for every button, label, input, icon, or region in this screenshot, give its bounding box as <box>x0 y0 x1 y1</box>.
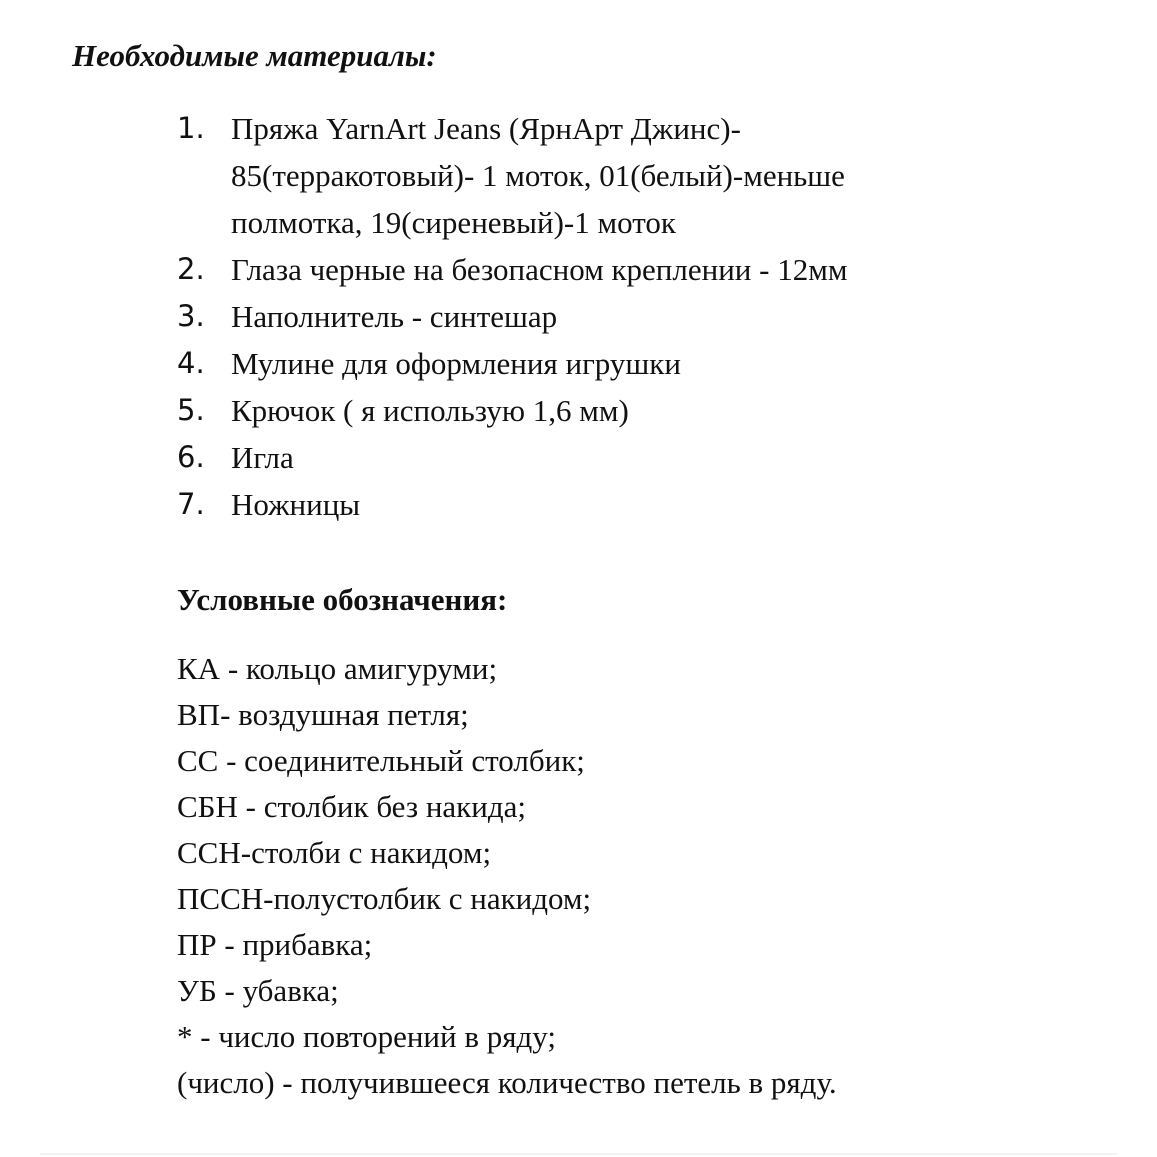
item-text: Пряжа YarnArt Jeans (ЯрнАрт Джинс)- 85(терракотовый)- 1 моток, 01(белый)-меньше полмотка, 19(сиреневый)-1 моток <box>231 111 845 240</box>
legend-item: ПССН-полустолбик с накидом; <box>177 881 592 916</box>
materials-item <box>177 481 977 528</box>
legend-list <box>177 646 837 1106</box>
item-number: 6. <box>177 440 205 474</box>
legend-item: (число) - получившееся количество петель в ряду. <box>177 1065 837 1100</box>
item-text: Игла <box>231 440 294 475</box>
legend-item: КА - кольцо амигуруми; <box>177 651 498 686</box>
legend-item: СБН - столбик без накида; <box>177 789 526 824</box>
legend-item: ПР - прибавка; <box>177 927 373 962</box>
legend-item: * - число повторений в ряду; <box>177 1019 556 1054</box>
legend-heading: Условные обозначения: <box>177 582 508 617</box>
item-number: 1. <box>177 111 205 145</box>
item-text: Глаза черные на безопасном креплении - 12мм <box>231 252 848 287</box>
item-text: Мулине для оформления игрушки <box>231 346 681 381</box>
legend-item: ВП- воздушная петля; <box>177 697 469 732</box>
item-number: 5. <box>177 393 205 427</box>
item-number: 2. <box>177 252 205 286</box>
materials-item <box>177 105 977 246</box>
item-text: Крючок ( я использую 1,6 мм) <box>231 393 629 428</box>
bottom-divider <box>40 1153 1117 1155</box>
materials-item <box>177 246 977 293</box>
materials-item <box>177 293 977 340</box>
legend-item: ССН-столби с накидом; <box>177 835 492 870</box>
item-number: 4. <box>177 346 205 380</box>
materials-item <box>177 434 977 481</box>
materials-heading: Необходимые материалы: <box>72 38 437 73</box>
legend-item: УБ - убавка; <box>177 973 339 1008</box>
item-number: 7. <box>177 487 205 521</box>
materials-list <box>177 105 977 528</box>
item-number: 3. <box>177 299 205 333</box>
materials-item <box>177 340 977 387</box>
item-text: Ножницы <box>231 487 361 522</box>
item-text: Наполнитель - синтешар <box>231 299 558 334</box>
legend-item: СС - соединительный столбик; <box>177 743 585 778</box>
materials-item <box>177 387 977 434</box>
